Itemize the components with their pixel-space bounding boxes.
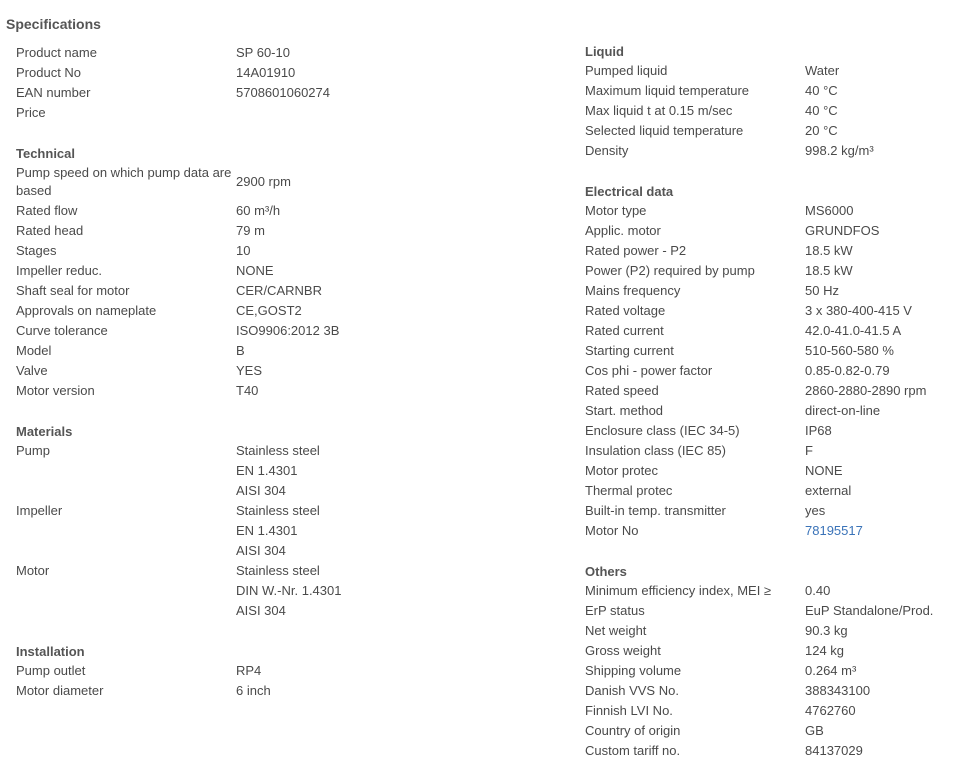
spec-label: Net weight — [585, 623, 647, 638]
spec-value: 84137029 — [805, 743, 863, 758]
spec-value: 4762760 — [805, 703, 856, 718]
spec-row — [585, 661, 856, 681]
spec-row — [585, 241, 853, 261]
spec-label: Built-in temp. transmitter — [585, 503, 726, 518]
spec-value: Stainless steel — [236, 443, 320, 458]
spec-value: 388343100 — [805, 683, 871, 698]
spec-value: 18.5 kW — [805, 263, 853, 278]
spec-row — [585, 601, 933, 621]
spec-row — [16, 521, 297, 541]
spec-label: Minimum efficiency index, MEI ≥ — [585, 583, 772, 598]
spec-label: Product name — [16, 45, 97, 60]
spec-value: 3 x 380-400-415 V — [805, 303, 912, 318]
spec-row — [585, 341, 894, 361]
spec-value: 2900 rpm — [236, 174, 291, 189]
spec-label: Applic. motor — [585, 223, 661, 238]
spec-value: 0.264 m³ — [805, 663, 857, 678]
spec-label: Start. method — [585, 403, 664, 418]
spec-row — [16, 341, 245, 361]
spec-row — [585, 421, 832, 441]
spec-row — [16, 561, 320, 581]
spec-value: 14A01910 — [236, 65, 296, 80]
spec-label: Custom tariff no. — [585, 743, 681, 758]
spec-label: Motor protec — [585, 463, 658, 478]
spec-value: AISI 304 — [236, 483, 286, 498]
spec-value: AISI 304 — [236, 543, 286, 558]
spec-value: NONE — [805, 463, 843, 478]
spec-row — [585, 61, 839, 81]
spec-row — [16, 321, 339, 341]
spec-row — [16, 281, 322, 301]
spec-row — [16, 201, 280, 221]
spec-value: 50 Hz — [805, 283, 839, 298]
spec-row — [585, 721, 824, 741]
spec-label: Curve tolerance — [16, 323, 108, 338]
spec-row — [16, 461, 297, 481]
spec-value: 60 m³/h — [236, 203, 281, 218]
spec-label: Shaft seal for motor — [16, 283, 130, 298]
spec-label: Power (P2) required by pump — [585, 263, 755, 278]
section-technical: Technical — [16, 146, 76, 161]
spec-value: 40 °C — [805, 83, 838, 98]
spec-label: ErP status — [585, 603, 645, 618]
spec-value: Stainless steel — [236, 563, 320, 578]
spec-value: 0.85-0.82-0.79 — [805, 363, 890, 378]
spec-row — [16, 301, 302, 321]
spec-label: Rated power - P2 — [585, 243, 687, 258]
spec-row — [16, 441, 320, 461]
spec-value: 10 — [236, 243, 251, 258]
spec-row — [16, 481, 286, 501]
spec-label: Stages — [16, 243, 57, 258]
spec-value: EN 1.4301 — [236, 523, 298, 538]
spec-row — [585, 441, 813, 461]
spec-label: Rated speed — [585, 383, 659, 398]
spec-row — [585, 621, 848, 641]
spec-row — [585, 501, 825, 521]
spec-row — [16, 103, 236, 123]
spec-row — [16, 541, 286, 561]
spec-value: RP4 — [236, 663, 262, 678]
spec-value: NONE — [236, 263, 274, 278]
spec-row — [16, 581, 341, 601]
spec-label: Motor — [16, 563, 50, 578]
spec-label: Motor version — [16, 383, 95, 398]
spec-value: B — [236, 343, 245, 358]
spec-label: Rated flow — [16, 203, 78, 218]
spec-label: Danish VVS No. — [585, 683, 679, 698]
spec-label: Enclosure class (IEC 34-5) — [585, 423, 740, 438]
spec-label: Product No — [16, 65, 82, 80]
spec-row — [585, 281, 839, 301]
spec-value: Stainless steel — [236, 503, 320, 518]
spec-row — [16, 601, 286, 621]
spec-row — [16, 241, 250, 261]
page-title: Specifications — [6, 16, 101, 32]
spec-value: IP68 — [805, 423, 832, 438]
spec-value: 42.0-41.0-41.5 A — [805, 323, 902, 338]
spec-value: YES — [236, 363, 263, 378]
spec-row — [16, 381, 258, 401]
spec-value: T40 — [236, 383, 259, 398]
spec-row — [585, 141, 874, 161]
section-liquid: Liquid — [585, 44, 624, 59]
spec-row — [16, 681, 271, 701]
spec-row — [585, 201, 853, 221]
spec-value: 5708601060274 — [236, 85, 330, 100]
spec-label: Mains frequency — [585, 283, 681, 298]
spec-value: CE,GOST2 — [236, 303, 302, 318]
spec-row — [585, 641, 844, 661]
spec-label: Price — [16, 105, 46, 120]
spec-row — [585, 381, 926, 401]
spec-label: Country of origin — [585, 723, 681, 738]
spec-label: Selected liquid temperature — [585, 123, 744, 138]
spec-row — [16, 361, 262, 381]
spec-label: EAN number — [16, 85, 91, 100]
spec-value: SP 60-10 — [236, 45, 290, 60]
spec-value: yes — [805, 503, 826, 518]
spec-value: MS6000 — [805, 203, 854, 218]
spec-label: Pump outlet — [16, 663, 86, 678]
spec-label: Rated head — [16, 223, 84, 238]
motor-no-link[interactable]: 78195517 — [805, 523, 863, 538]
spec-row — [585, 701, 856, 721]
spec-value: 510-560-580 % — [805, 343, 894, 358]
spec-row — [585, 361, 890, 381]
spec-row — [585, 401, 880, 421]
spec-row — [585, 321, 901, 341]
spec-value: external — [805, 483, 852, 498]
spec-label: Maximum liquid temperature — [585, 83, 750, 98]
spec-label: Finnish LVI No. — [585, 703, 673, 718]
spec-value: GB — [805, 723, 824, 738]
spec-label: Pump — [16, 443, 50, 458]
spec-row — [16, 63, 295, 83]
spec-label: Pumped liquid — [585, 63, 668, 78]
section-electrical: Electrical data — [585, 184, 674, 199]
spec-value: 6 inch — [236, 683, 271, 698]
spec-value: 0.40 — [805, 583, 831, 598]
section-materials: Materials — [16, 424, 73, 439]
spec-row — [585, 221, 879, 241]
spec-value: F — [805, 443, 813, 458]
spec-value: 40 °C — [805, 103, 838, 118]
spec-label: Thermal protec — [585, 483, 673, 498]
spec-row — [585, 261, 853, 281]
spec-value: 2860-2880-2890 rpm — [805, 383, 927, 398]
spec-label: Motor type — [585, 203, 647, 218]
spec-value: EuP Standalone/Prod. — [805, 603, 934, 618]
spec-row — [585, 81, 838, 101]
spec-row — [585, 741, 863, 761]
spec-row — [585, 521, 863, 541]
spec-label: Impeller reduc. — [16, 263, 102, 278]
spec-label: Pump speed on which pump data are based — [16, 165, 232, 198]
spec-value: Water — [805, 63, 840, 78]
spec-value: 998.2 kg/m³ — [805, 143, 874, 158]
section-others: Others — [585, 564, 627, 579]
spec-label: Approvals on nameplate — [16, 303, 157, 318]
spec-row — [585, 121, 838, 141]
spec-row — [16, 43, 290, 63]
spec-value: AISI 304 — [236, 603, 286, 618]
spec-label: Rated current — [585, 323, 664, 338]
section-installation: Installation — [16, 644, 85, 659]
spec-row — [585, 581, 830, 601]
spec-row — [585, 301, 912, 321]
spec-value: direct-on-line — [805, 403, 881, 418]
spec-label: Model — [16, 343, 52, 358]
spec-row — [585, 681, 870, 701]
spec-row — [16, 661, 261, 681]
spec-row — [585, 481, 851, 501]
spec-value: GRUNDFOS — [805, 223, 880, 238]
spec-value: EN 1.4301 — [236, 463, 298, 478]
spec-row — [16, 261, 274, 281]
spec-value: 79 m — [236, 223, 265, 238]
spec-label: Cos phi - power factor — [585, 363, 713, 378]
spec-label: Rated voltage — [585, 303, 666, 318]
spec-label: Motor No — [585, 523, 639, 538]
spec-label: Valve — [16, 363, 48, 378]
spec-row — [585, 101, 838, 121]
spec-value: 124 kg — [805, 643, 845, 658]
spec-label: Shipping volume — [585, 663, 682, 678]
spec-value: ISO9906:2012 3B — [236, 323, 340, 338]
spec-label: Max liquid t at 0.15 m/sec — [585, 103, 733, 118]
spec-row — [16, 83, 330, 103]
spec-label: Impeller — [16, 503, 63, 518]
spec-row — [16, 501, 320, 521]
spec-label: Starting current — [585, 343, 674, 358]
spec-value: 18.5 kW — [805, 243, 853, 258]
spec-label: Density — [585, 143, 629, 158]
spec-label: Motor diameter — [16, 683, 104, 698]
spec-row — [16, 163, 291, 201]
spec-label: Insulation class (IEC 85) — [585, 443, 726, 458]
spec-value: CER/CARNBR — [236, 283, 322, 298]
spec-value: DIN W.-Nr. 1.4301 — [236, 583, 342, 598]
spec-row — [16, 221, 265, 241]
spec-row — [585, 461, 843, 481]
spec-value: 90.3 kg — [805, 623, 848, 638]
spec-value: 20 °C — [805, 123, 838, 138]
spec-label: Gross weight — [585, 643, 661, 658]
